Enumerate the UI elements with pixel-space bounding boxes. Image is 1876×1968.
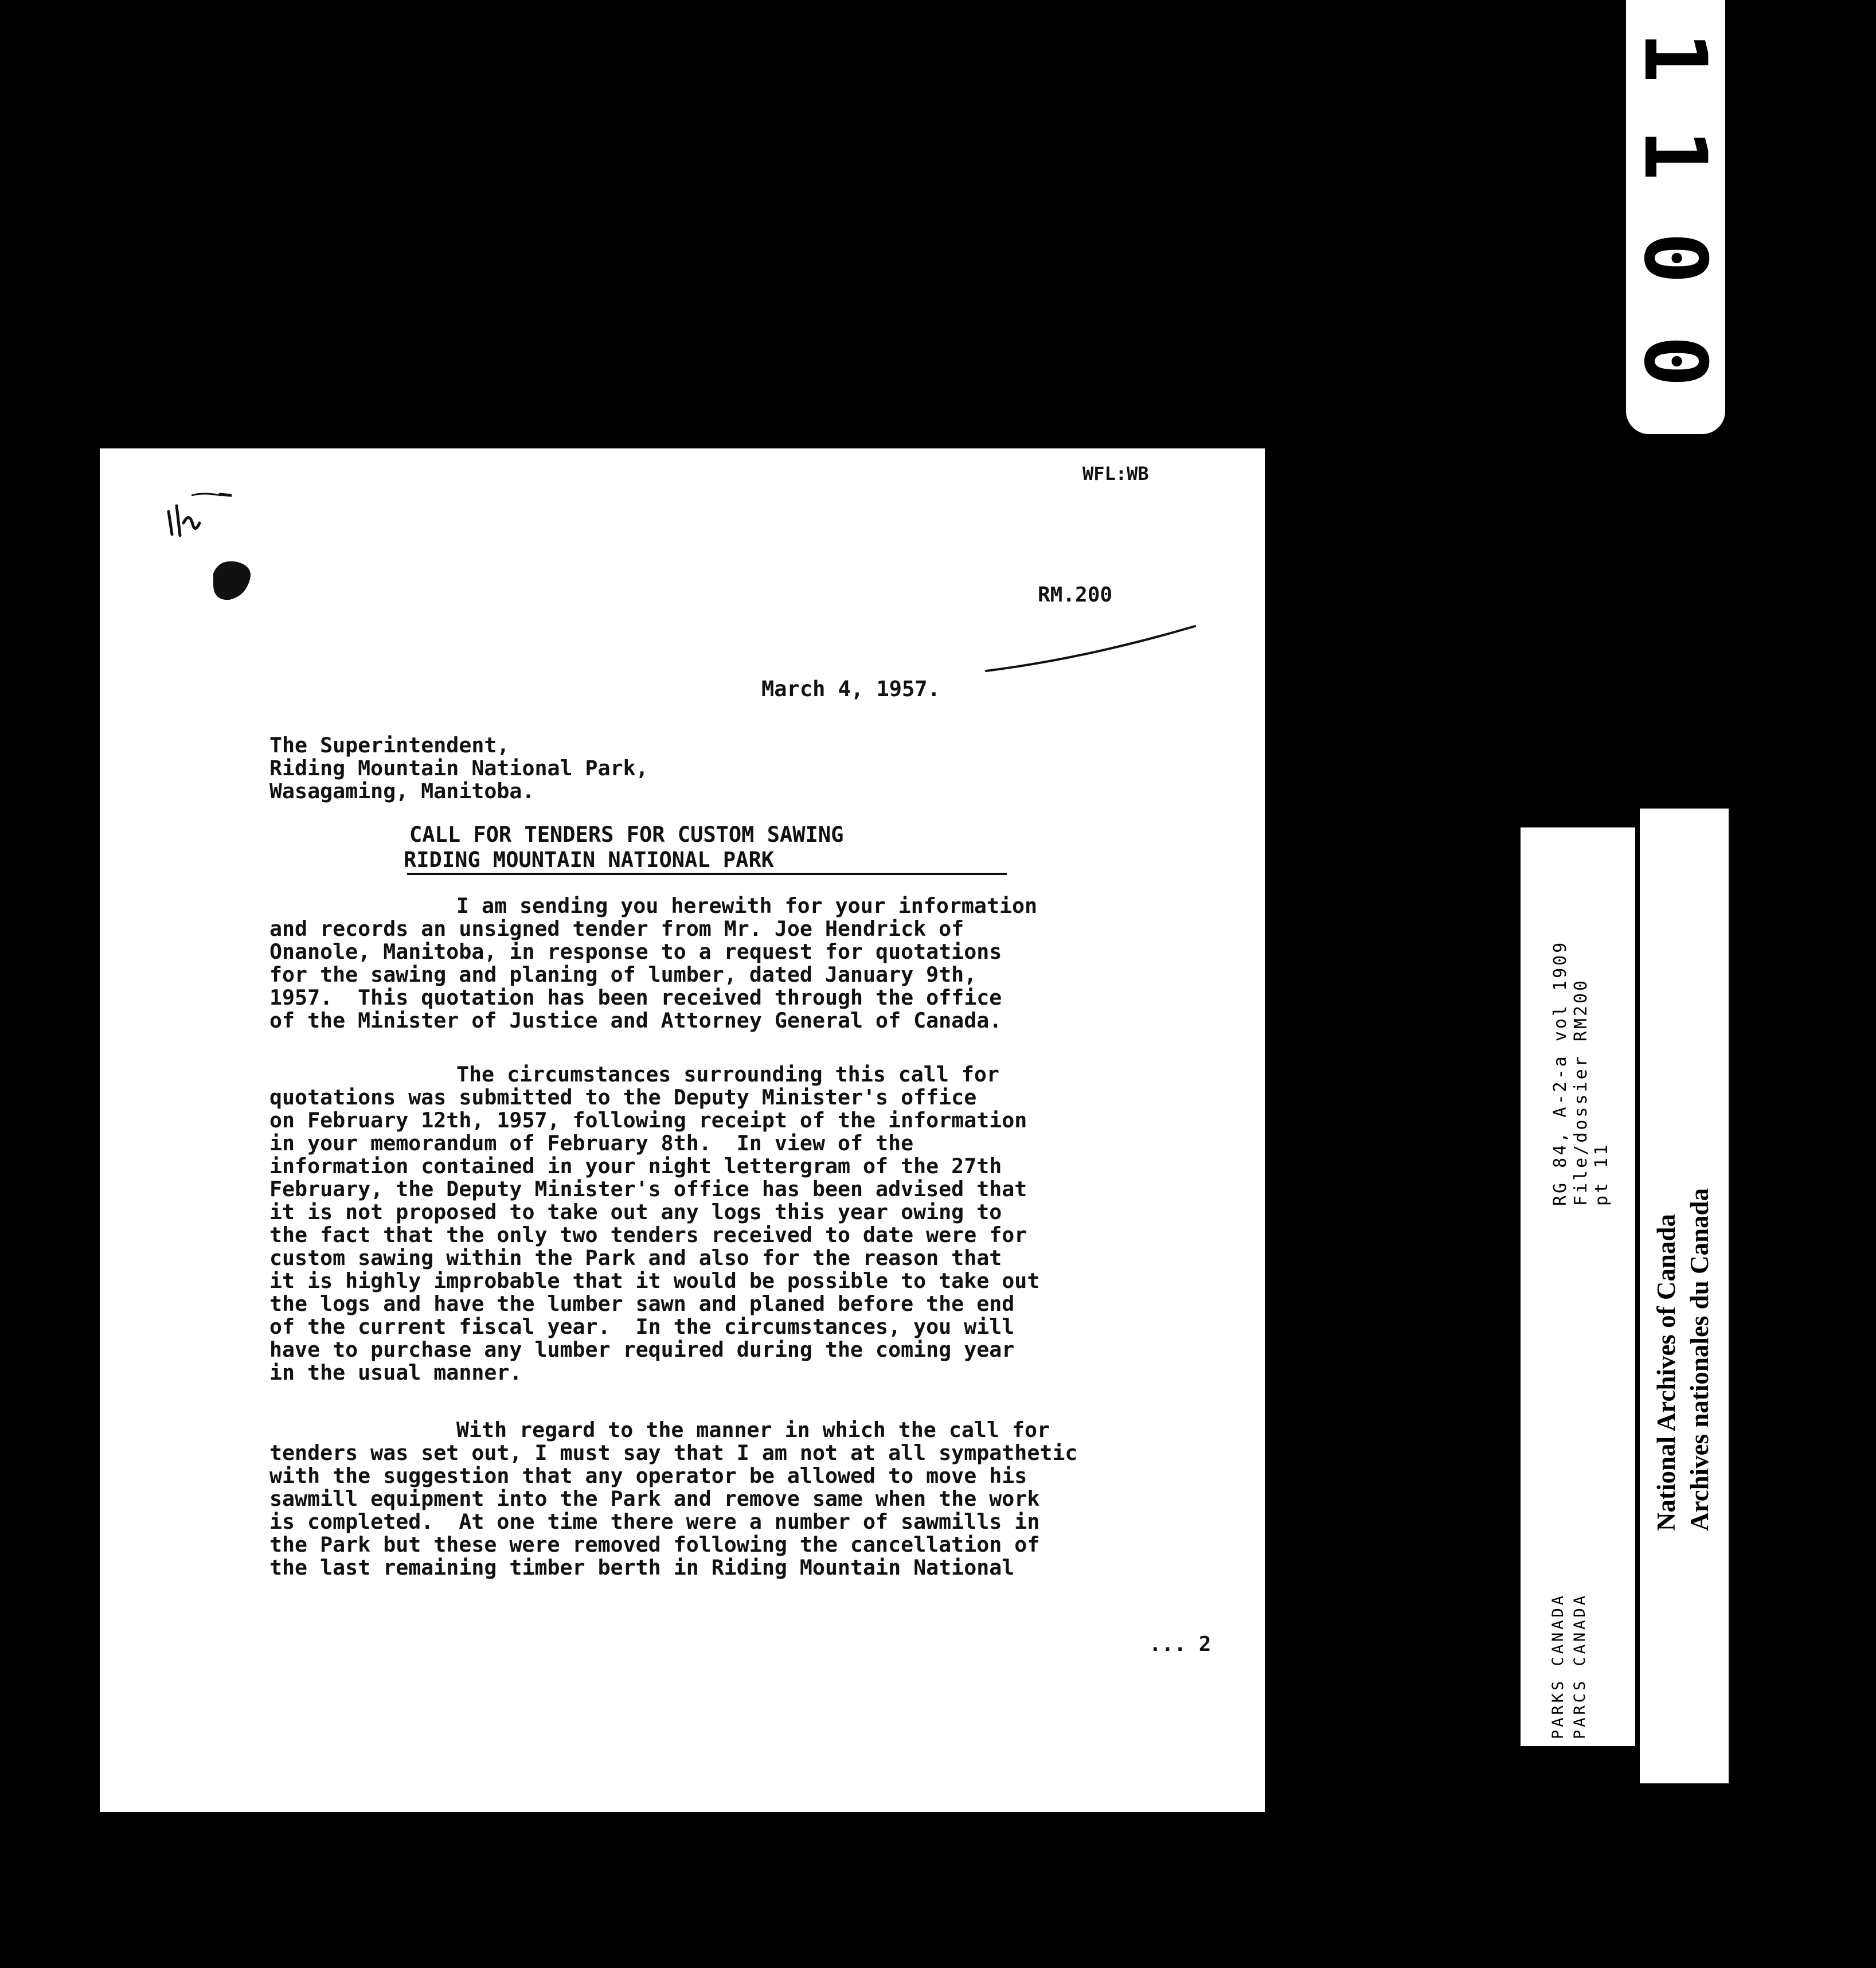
paragraph-2-line: in the usual manner. [269, 1360, 522, 1385]
paragraph-3-line: the Park but these were removed following the cancellation of [269, 1532, 1040, 1557]
letter-date: March 4, 1957. [761, 677, 940, 701]
paragraph-3-line: sawmill equipment into the Park and remove same when the work [269, 1486, 1040, 1511]
paragraph-3-line: is completed. At one time there were a number of sawmills in [269, 1509, 1040, 1534]
archives-canada-label [1640, 809, 1729, 1783]
subject-underline [407, 873, 1007, 875]
paragraph-2-line: The circumstances surrounding this call for [456, 1062, 999, 1087]
frame-digit: 1 [1625, 31, 1725, 84]
paragraph-1-line: of the Minister of Justice and Attorney General of Canada. [269, 1008, 1002, 1033]
paragraph-3-line: with the suggestion that any operator be allowed to move his [269, 1463, 1027, 1488]
addressee-line: The Superintendent, [269, 733, 510, 757]
archives-name-en: National Archives of Canada [1652, 1214, 1680, 1531]
paragraph-2-line: February, the Deputy Minister's office has been advised that [269, 1177, 1027, 1201]
file-number: RM.200 [1038, 583, 1113, 607]
paragraph-1-line: and records an unsigned tender from Mr. Joe Hendrick of [269, 916, 964, 941]
paragraph-2-line: in your memorandum of February 8th. In view of the [269, 1131, 914, 1155]
part-reference: pt 11 [1592, 1142, 1612, 1206]
addressee-line: Riding Mountain National Park, [269, 756, 648, 780]
handwritten-initials [157, 489, 232, 552]
ink-blot [208, 556, 256, 604]
paragraph-2-line: quotations was submitted to the Deputy Minister's office [269, 1085, 977, 1110]
paragraph-2-line: of the current fiscal year. In the circumstances, you will [269, 1314, 1015, 1339]
paragraph-2-line: it is highly improbable that it would be possible to take out [269, 1268, 1040, 1293]
paragraph-2-line: information contained in your night lettergram of the 27th [269, 1154, 1002, 1178]
letter-page [100, 448, 1265, 1812]
pen-stroke-mark [983, 620, 1201, 678]
subject-line: RIDING MOUNTAIN NATIONAL PARK [404, 848, 775, 872]
addressee-line: Wasagaming, Manitoba. [269, 779, 535, 803]
subject-line: CALL FOR TENDERS FOR CUSTOM SAWING [409, 822, 844, 847]
paragraph-1-line: I am sending you herewith for your information [456, 893, 1038, 918]
paragraph-1-line: Onanole, Manitoba, in response to a request for quotations [269, 939, 1002, 964]
paragraph-2-line: the fact that the only two tenders received to date were for [269, 1223, 1027, 1247]
record-group-reference: RG 84, A-2-a vol 1909 [1550, 940, 1570, 1206]
archives-name-fr: Archives nationales du Canada [1685, 1188, 1714, 1531]
paragraph-3-line: tenders was set out, I must say that I am not at all sympathetic [269, 1440, 1078, 1465]
paragraph-2-line: the logs and have the lumber sawn and planed before the end [269, 1291, 1015, 1316]
page-continuation: ... 2 [1149, 1633, 1211, 1656]
paragraph-3-line: With regard to the manner in which the call for [456, 1418, 1050, 1442]
archive-reference-label [1521, 827, 1635, 1746]
frame-number-strip [1626, 0, 1725, 434]
paragraph-1-line: 1957. This quotation has been received through the office [269, 985, 1002, 1010]
reference-initials: WFL:WB [1082, 463, 1149, 485]
paragraph-2-line: it is not proposed to take out any logs this year owing to [269, 1200, 1002, 1224]
file-dossier-reference: File/dossier RM200 [1571, 978, 1591, 1206]
frame-digit: 1 [1625, 128, 1725, 181]
frame-digit: 0 [1625, 335, 1725, 388]
paragraph-2-line: have to purchase any lumber required during the coming year [269, 1337, 1015, 1362]
frame-digit: 0 [1625, 232, 1725, 284]
paragraph-3-line: the last remaining timber berth in Riding Mountain National [269, 1555, 1015, 1580]
agency-name-en: PARKS CANADA [1549, 1592, 1567, 1739]
paragraph-1-line: for the sawing and planing of lumber, dated January 9th, [269, 962, 977, 987]
paragraph-2-line: custom sawing within the Park and also for the reason that [269, 1245, 1002, 1270]
paragraph-2-line: on February 12th, 1957, following receipt of the information [269, 1108, 1027, 1133]
agency-name-fr: PARCS CANADA [1571, 1592, 1589, 1739]
